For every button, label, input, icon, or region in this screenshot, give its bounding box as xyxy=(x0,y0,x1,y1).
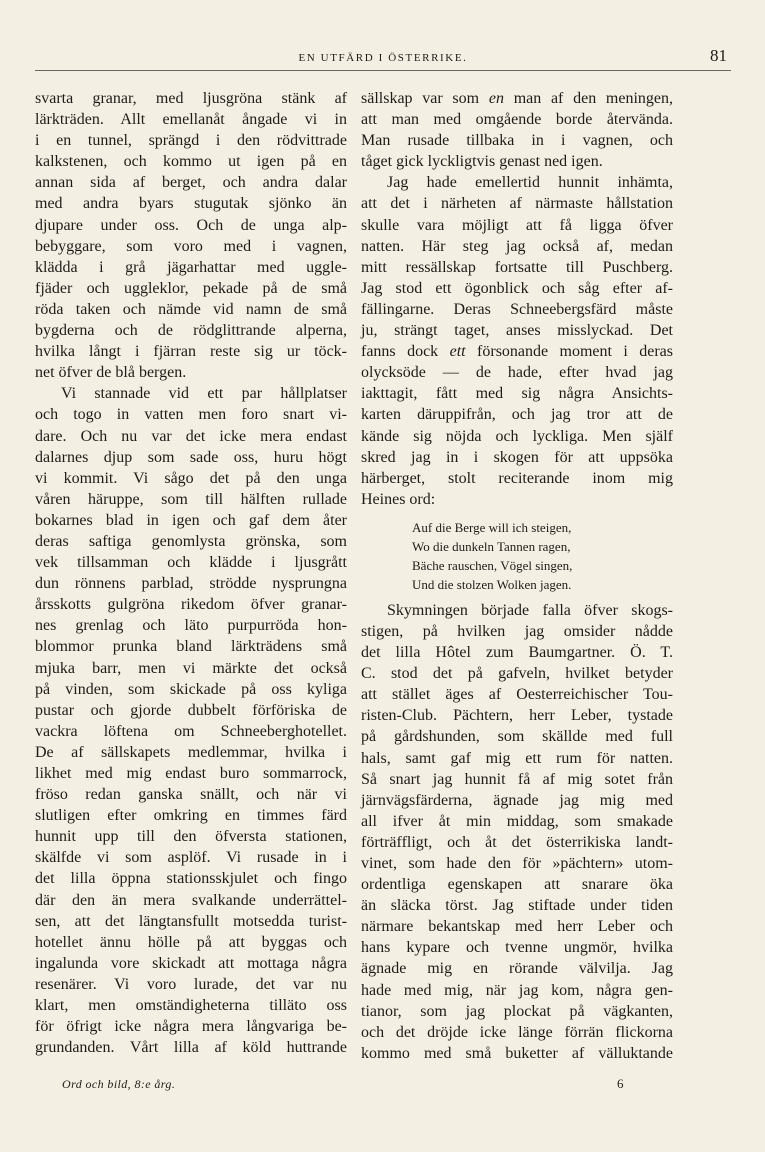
text-line: stigen, på hvilken jag omsider nådde xyxy=(361,622,673,640)
text-line: kände sig nöjda och lyckliga. Men själf xyxy=(361,427,673,445)
text-line: nes grenlag och läto purpurröda hon- xyxy=(35,617,347,635)
text-line: Vi stannade vid ett par hållplatser xyxy=(61,385,347,403)
text-line: hals, samt gaf mig ett rum för natten. xyxy=(361,749,673,767)
text-line: på gårdshunden, som skällde med full xyxy=(361,728,673,746)
text-line: De af sällskapets medlemmar, hvilka i xyxy=(35,743,347,761)
poem-quote xyxy=(412,518,673,594)
text-line: där den än mera svalkande underrättel- xyxy=(35,891,347,909)
text-line: Så snart jag hunnit få af mig sotet från xyxy=(361,770,673,788)
text-line: fällingarne. Deras Schneebergsfärd måste xyxy=(361,300,673,318)
text-line: bebyggare, som voro med i vagnen, xyxy=(35,237,347,255)
text-line: vi kommit. Vi sågo det på den unga xyxy=(35,469,347,487)
text-line: hvilka långt i fjärran reste sig ur töck- xyxy=(35,343,347,361)
text-line: och det dröjde icke länge förrän flickorna xyxy=(361,1023,673,1041)
text-line: karten däruppifrån, och jag tror att de xyxy=(361,406,673,424)
text-line: i en tunnel, sprängd i den rödvittrade xyxy=(35,132,347,150)
text-line: skred jag in i skogen för att uppsöka xyxy=(361,448,673,466)
text-line: tianor, som jag plockat på vägkanten, xyxy=(361,1002,673,1020)
text-line: att man med omgående borde återvända. xyxy=(361,111,673,129)
text-line: bokarnes blad in igen och gaf dem åter xyxy=(35,511,347,529)
text-line: vackra löftena om Schneeberghotellet. xyxy=(35,722,347,740)
text-line: Jag hade emellertid hunnit inhämta, xyxy=(387,174,673,192)
text-line: skälfde vi som asplöf. Vi rusade in i xyxy=(35,849,347,867)
text-line: hunnit upp till den öfversta stationen, xyxy=(35,828,347,846)
text-line: Skymningen började falla öfver skogs- xyxy=(387,601,673,619)
text-line: vek tillsamman och klädde i ljusgrått xyxy=(35,554,347,572)
text-line: all ifver åt min middag, som smakade xyxy=(361,812,673,830)
text-line: dare. Och nu var det icke mera endast xyxy=(35,427,347,445)
text-line: vinet, som hade den för »pächtern» utom- xyxy=(361,855,673,872)
text-line: Man rusade tillbaka in i vagnen, och xyxy=(361,132,673,150)
text-line: slutligen efter omkring en timmes färd xyxy=(35,807,347,825)
text-line: röda taken och nämde vid namn de små xyxy=(35,300,347,318)
text-line: härberget, stolt reciterande inom mig xyxy=(361,469,673,487)
text-line: kalkstenen, och kommo ut igen på en xyxy=(35,153,347,171)
text-line: klädda i grå jägarhattar med uggle- xyxy=(35,258,347,276)
text-line: tåget gick lyckligtvis genast ned igen. xyxy=(361,153,603,171)
text-line: net öfver de blå bergen. xyxy=(35,364,187,382)
running-header xyxy=(35,48,731,71)
text-line: med andra byars stugutak sjönko än xyxy=(35,195,347,213)
text-line: natten. Här steg jag också af, medan xyxy=(361,237,673,255)
text-line: närmare bekantskap med herr Leber och xyxy=(361,918,673,936)
text-line: att stället äges af Oesterreichischer Tou- xyxy=(361,686,673,704)
text-line: bygderna och de rödglittrande alperna, xyxy=(35,322,347,340)
text-line: hans kypare och tvenne ungmör, hvilka xyxy=(361,939,673,957)
text-line: djupare under oss. Och de unga alp- xyxy=(35,216,347,234)
text-line: Heines ord: xyxy=(361,490,436,508)
text-line: Jag stod ett ögonblick och såg efter af- xyxy=(361,279,673,297)
poem-line: Bäche rauschen, Vögel singen, xyxy=(412,557,573,573)
text-line: pustar och gjorde dubbelt förföriska de xyxy=(35,701,347,719)
poem-line: Auf die Berge will ich steigen, xyxy=(412,519,572,535)
text-line: fröso redan ganska snällt, och när vi xyxy=(35,786,347,804)
text-line: och togo in vatten men foro snart vi- xyxy=(35,406,347,424)
text-line: förträffligt, och åt det österrikiska landt- xyxy=(361,833,673,851)
poem-line: Und die stolzen Wolken jagen. xyxy=(412,576,572,592)
text-line: mitt ressällskap fortsatte till Puschberg. xyxy=(361,258,673,276)
text-line: ägnade mig en rörande välvilja. Jag xyxy=(361,960,673,978)
right-column xyxy=(361,88,673,1064)
text-line: annan sida af berget, och andra dalar xyxy=(35,174,347,192)
text-line: ordentliga egenskapen att snarare öka xyxy=(361,876,673,894)
left-column xyxy=(35,88,347,1058)
text-line: hotellet ännu hölle på att byggas och xyxy=(35,933,347,951)
text-line: mjuka barr, men vi märkte det också xyxy=(35,659,347,677)
text-line: likhet med mig endast buro sommarrock, xyxy=(35,765,347,782)
text-line: hade med mig, när jag kom, några gen- xyxy=(361,981,673,999)
text-line: skulle vara möjligt att få ligga öfver xyxy=(361,216,673,234)
text-line: grundanden. Vårt lilla af köld huttrande xyxy=(35,1039,347,1057)
text-line: järnvägsfärderna, ägnade jag mig med xyxy=(361,791,673,809)
text-line: C. stod det på gafveln, hvilket betyder xyxy=(361,665,673,683)
text-line: iakttagit, fått med sig några Ansichts- xyxy=(361,385,673,403)
text-line: klart, men omständigheterna tilläto oss xyxy=(35,997,347,1015)
text-line: lärkträden. Allt emellanåt ångade vi in xyxy=(35,111,347,129)
text-line: olycksöde — de hade, efter hvad jag xyxy=(361,364,673,382)
text-line xyxy=(361,341,673,362)
text-line: fjäder och uggleklor, pekade på de små xyxy=(35,279,347,297)
text-segment: försonande moment i deras xyxy=(477,343,674,361)
text-line: ingalunda vore skickadt att mottaga några xyxy=(35,954,347,972)
text-line: dalarnes djup som sade oss, huru högt xyxy=(35,448,347,466)
text-line: för öfrigt icke några mera långvariga be- xyxy=(35,1018,347,1036)
poem-line: Wo die dunkeln Tannen ragen, xyxy=(412,538,571,554)
text-line xyxy=(361,88,673,109)
footer-source: Ord och bild, 8:e årg. xyxy=(62,1077,176,1091)
text-line: det lilla Hôtel zum Baumgartner. Ö. T. xyxy=(361,644,673,662)
text-segment: man af den meningen, xyxy=(513,90,674,107)
page-number: 81 xyxy=(710,46,727,65)
running-title: EN UTFÄRD I ÖSTERRIKE. xyxy=(298,52,468,64)
text-line: kommo med små buketter af välluktande xyxy=(361,1044,673,1062)
text-line: det lilla öppna stationsskjulet och fingo xyxy=(35,870,347,888)
text-line: blommor prunka bland lärkträdens små xyxy=(35,638,347,656)
text-line: på vinden, som skickade på oss kyliga xyxy=(35,680,347,698)
text-line: att det i närheten af närmaste hållstation xyxy=(361,195,673,213)
emphasis: en xyxy=(488,90,504,107)
text-line: sen, att det längtansfullt motsedda turist- xyxy=(35,912,347,930)
text-line: svarta granar, med ljusgröna stänk af xyxy=(35,90,347,107)
text-line: ju, strängt taget, anses misslyckad. Det xyxy=(361,322,673,340)
text-line: våren häruppe, som till hälften rullade xyxy=(35,490,347,508)
text-line: risten-Club. Pächtern, herr Leber, tystade xyxy=(361,707,673,725)
text-line: deras saftiga genomlysta grönska, som xyxy=(35,532,347,550)
emphasis: ett xyxy=(449,343,466,361)
text-segment: fanns dock xyxy=(361,343,439,361)
footer-signature-mark: 6 xyxy=(617,1076,624,1091)
text-line: än släcka törst. Jag stiftade under tiden xyxy=(361,897,673,915)
text-line: dun rönnens parblad, strödde nysprungna xyxy=(35,575,347,593)
text-segment: sällskap var som xyxy=(361,90,480,107)
text-line: resenärer. Vi voro lurade, det var nu xyxy=(35,975,347,993)
text-line: årsskotts gulgröna rikedom öfver granar- xyxy=(35,596,347,614)
